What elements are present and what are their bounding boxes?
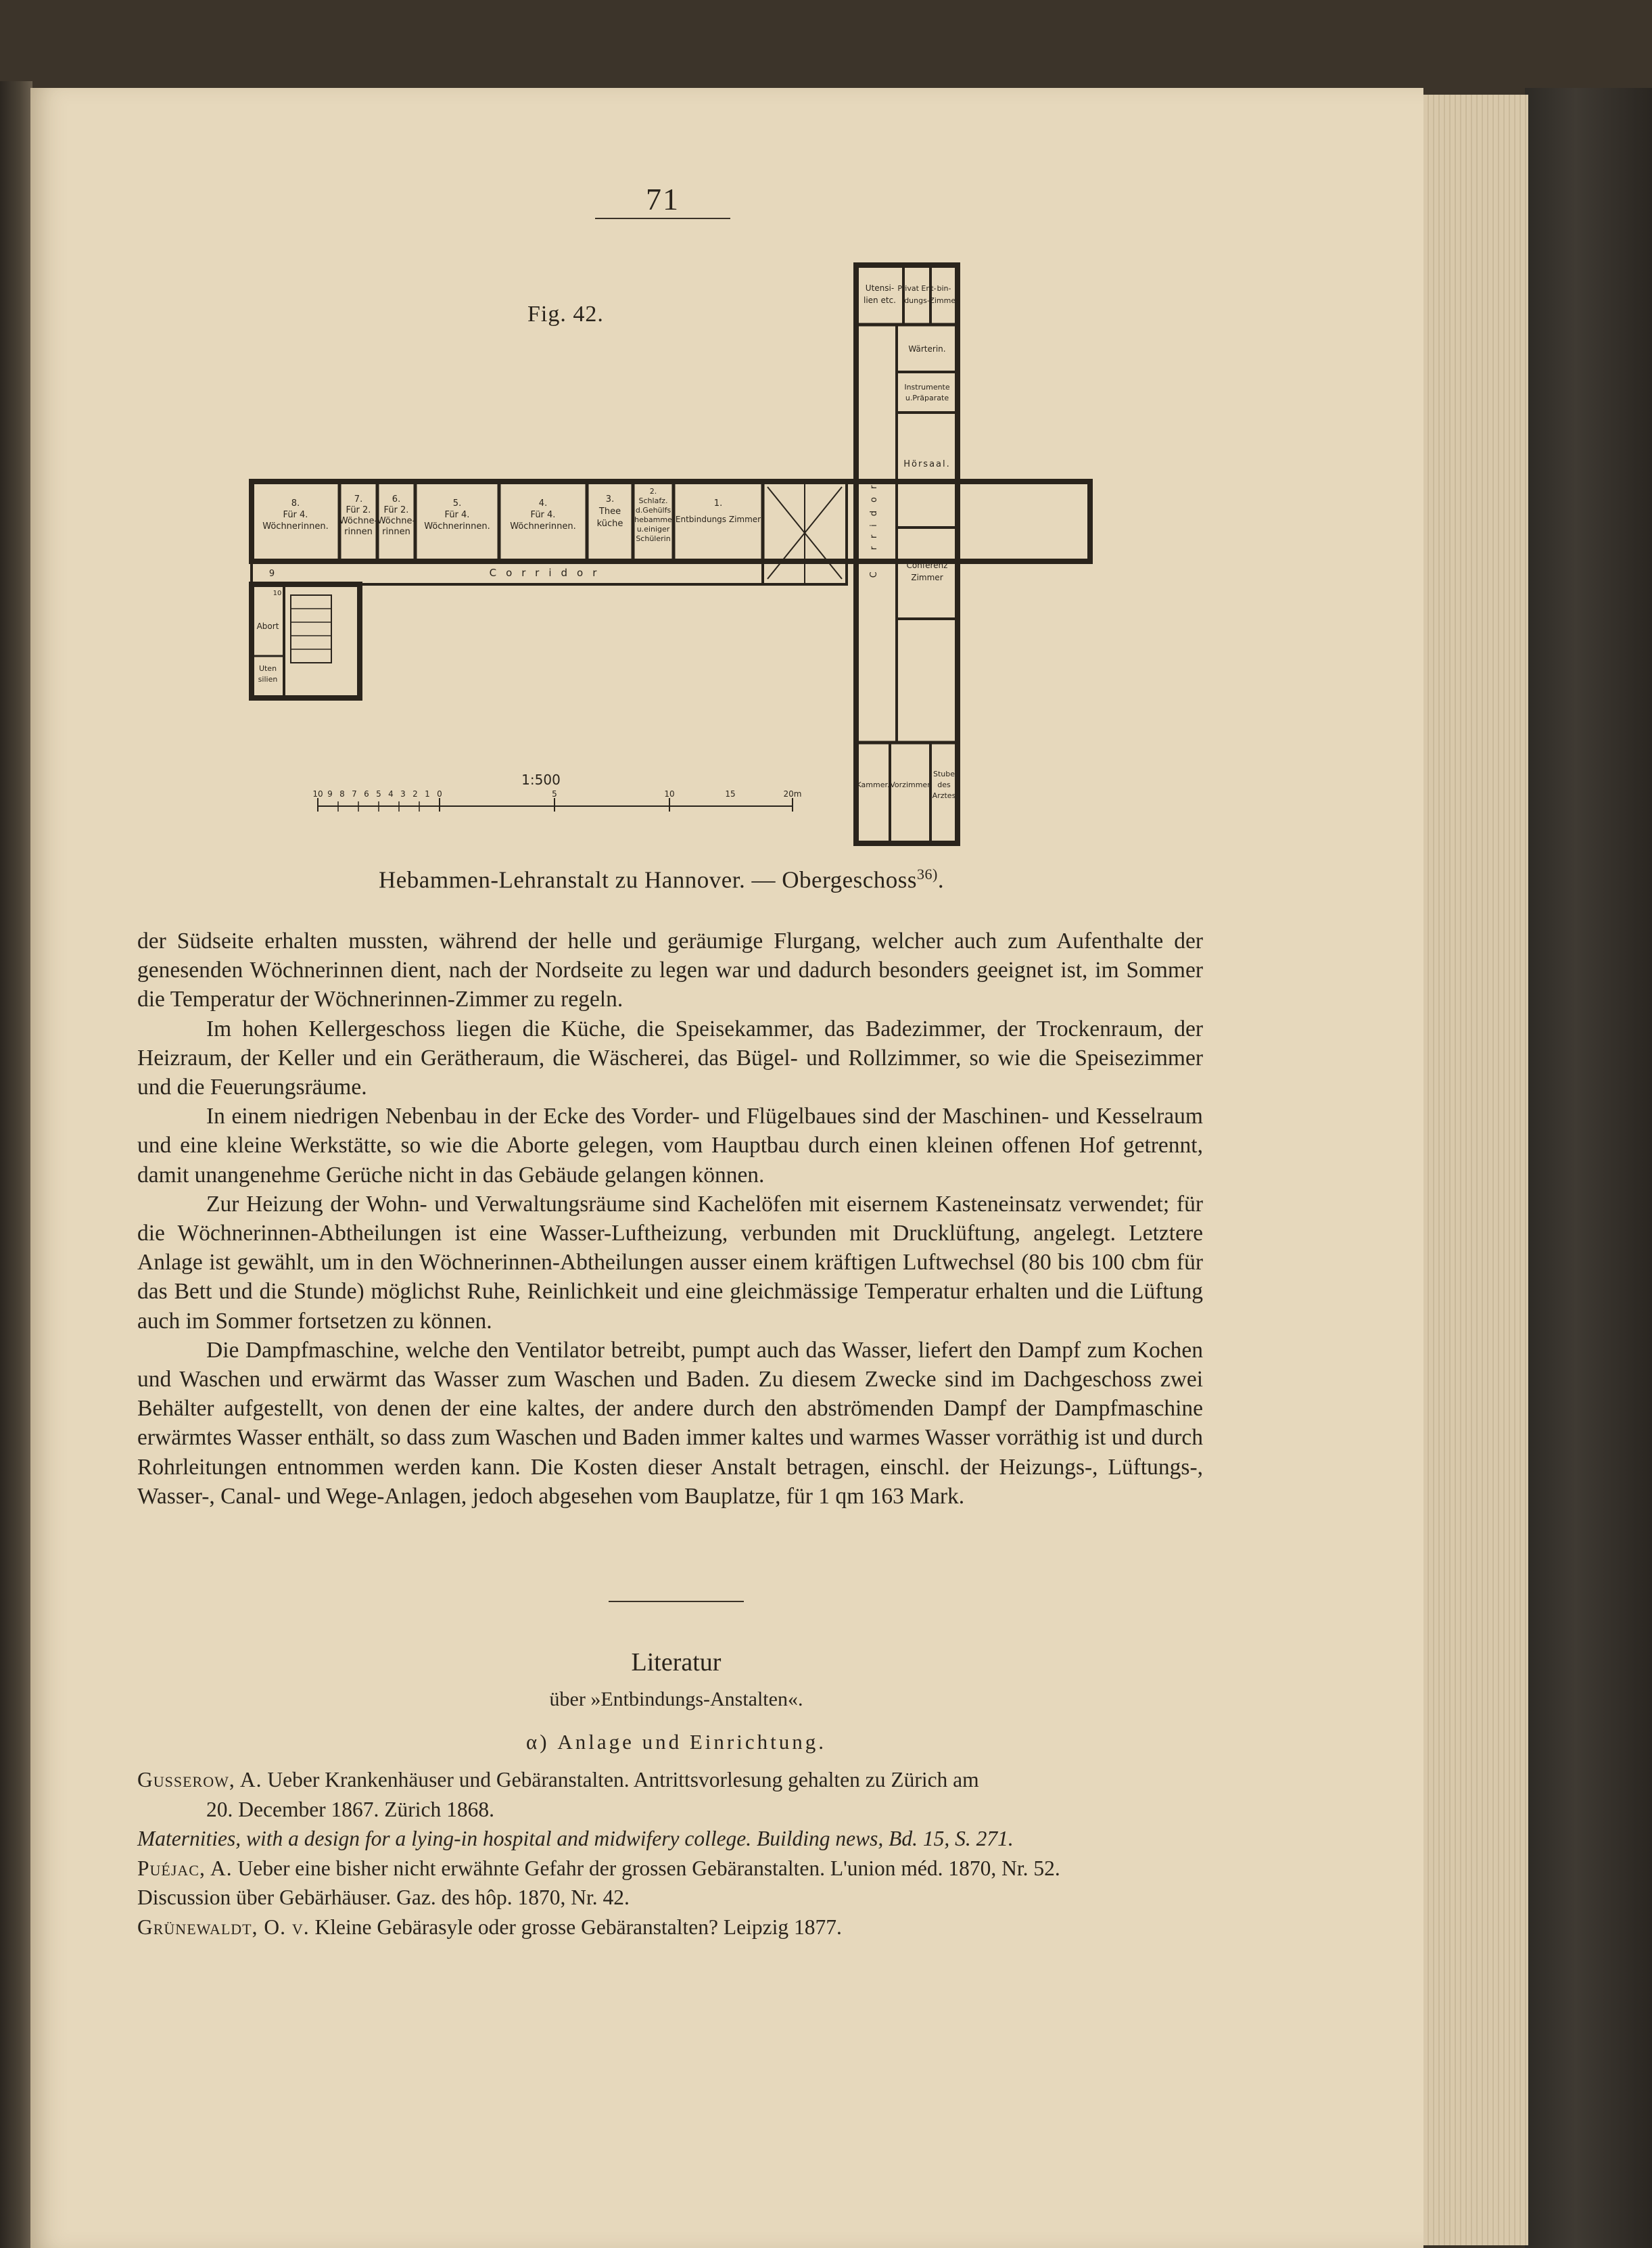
room-2-label3: hebamme (634, 515, 672, 524)
scale-tick-6: 6 (364, 789, 369, 799)
caption-footnote: 36) (917, 866, 938, 883)
stube-label3: Arztes (932, 791, 956, 800)
corridor-number-9: 9 (268, 569, 275, 579)
room-5-number: 5. (452, 498, 462, 509)
paragraph: Zur Heizung der Wohn- und Verwaltungsräume sind Kachelöfen mit eisernem Kasteneinsatz verwendet; für die Wöchnerinnen-Abtheilungen ist eine Wasser-Luftheizung, verbunden mit Drucklüftung, angelegt. Letztere Anlage ist gewählt, um in den Wöchnerinnen-Abtheilungen ausser einem kräftigen Luftwechsel (80 bis 100 cbm für das Bett und die Stunde) möglichst Ruhe, Reinlichkeit und eine gleichmässige Temperatur erhalten und die Lüftung auch im Sommer fortsetzen zu können. (137, 1191, 1203, 1334)
paragraph: der Südseite erhalten mussten, während der helle und geräumige Flurgang, welcher auch zum Aufenthalte der genesenden Wöchnerinnen dient, nach der Nordseite zu legen war und dadurch besonders geeignet ist, im Sommer die Temperatur der Wöchnerinnen-Zimmer zu regeln. (137, 929, 1203, 1012)
room-3-label1: Thee (598, 507, 621, 517)
caption-suffix: . (937, 866, 945, 893)
room-7-label2: Wöchne- (339, 516, 378, 526)
figure-label: Fig. 42. (527, 302, 604, 327)
room-1-number: 1. (713, 498, 723, 509)
page-edges (1413, 95, 1528, 2245)
reference-item (137, 1854, 1212, 1883)
reference-text: Ueber eine bisher nicht erwähnte Gefahr der grossen Gebäranstalten. L'union méd. 1870, Nr. 52. (237, 1856, 1060, 1880)
room-6-number: 6. (392, 494, 401, 505)
room-6-label2: Wöchne- (377, 516, 416, 526)
reference-item-continuation: 20. December 1867. Zürich 1868. (206, 1797, 495, 1821)
room-2-label2: d.Gehülfs (635, 506, 671, 515)
scale-tick-r20: 20m (783, 789, 802, 799)
binzimmer-label1: bin- (937, 284, 951, 293)
waerterin-label: Wärterin. (908, 344, 946, 354)
reference-author: Gusserow, A. (137, 1768, 262, 1792)
scale-tick-r15: 15 (725, 789, 736, 799)
room-2-label1: Schlafz. (638, 496, 668, 505)
scale-tick-1: 1 (425, 789, 430, 799)
figure-caption (379, 866, 987, 894)
scale-tick-5: 5 (376, 789, 381, 799)
paragraph: Im hohen Kellergeschoss liegen die Küche, die Speisekammer, das Badezimmer, der Trockenraum, der Heizraum, der Keller und ein Gerätheraum, die Wäscherei, das Bügel- und Rollzimmer, so wie die Speisezimmer und die Feuerungsräume. (137, 1016, 1203, 1100)
room-2-label4: u.einiger (636, 525, 670, 534)
body-text (137, 927, 1203, 1511)
binzimmer-label2: Zimmer (929, 296, 959, 305)
caption-text: Hebammen-Lehranstalt zu Hannover. — Obergeschoss (379, 866, 918, 893)
scale-tick-8: 8 (339, 789, 345, 799)
room-4-number: 4. (538, 498, 548, 509)
room-3-number: 3. (605, 494, 615, 505)
reference-author: Grünewaldt, O. v. (137, 1915, 310, 1939)
scale-tick-r10: 10 (664, 789, 675, 799)
page-number: 71 (646, 182, 680, 216)
stube-label1: Stube (933, 770, 955, 778)
literature-heading: Literatur (631, 1648, 722, 1677)
room-6-label3: rinnen (382, 527, 410, 537)
room-6-label1: Für 2. (383, 505, 409, 515)
room-5-label2: Wöchnerinnen. (424, 521, 490, 532)
paragraph: In einem niedrigen Nebenbau in der Ecke des Vorder- und Flügelbaues sind der Maschinen- und Kesselraum und eine kleine Werkstätte, so wie die Aborte gelegen, vom Hauptbau durch einen kleinen offenen Hof getrennt, damit unangenehme Gerüche nicht in das Gebäude gelangen können. (137, 1104, 1203, 1188)
room-8-label1: Für 4. (283, 510, 308, 520)
scale-tick-10: 10 (312, 789, 323, 799)
reference-author: Puéjac, A. (137, 1856, 233, 1880)
small-number-10: 10 (273, 590, 282, 597)
section-separator (609, 1601, 744, 1602)
utensilien-label2: lien etc. (864, 296, 896, 305)
reference-text: Kleine Gebärasyle oder grosse Gebäranstalten? Leipzig 1877. (314, 1915, 842, 1939)
kammer-label: Kammer. (856, 780, 890, 789)
hoersaal-label: Hörsaal. (903, 459, 951, 469)
scale-tick-4: 4 (388, 789, 394, 799)
privat-label2: dungs- (904, 296, 930, 305)
literature-subheading: über »Entbindungs-Anstalten«. (549, 1688, 803, 1710)
uten-label1: Uten (258, 664, 277, 673)
room-5-label1: Für 4. (444, 510, 470, 520)
privat-label1: Privat Ent- (897, 284, 937, 293)
scale-tick-3: 3 (400, 789, 406, 799)
page-number-rule (595, 218, 730, 219)
room-7-label1: Für 2. (346, 505, 371, 515)
conferenz-label1: Conferenz (906, 561, 948, 570)
scale-tick-r5: 5 (552, 789, 557, 799)
scale-tick-7: 7 (352, 789, 357, 799)
room-2-label5: Schülerin (636, 534, 671, 543)
scale-tick-0: 0 (437, 789, 442, 799)
room-8-label2: Wöchnerinnen. (262, 521, 329, 532)
scale-bar (312, 772, 801, 812)
room-4-label1: Für 4. (530, 510, 556, 520)
scale-label: 1:500 (521, 772, 561, 788)
uten-label2: silien (258, 675, 278, 684)
reference-list (137, 1765, 1212, 1942)
reference-text: Ueber Krankenhäuser und Gebäranstalten. Antrittsvorlesung gehalten zu Zürich am (267, 1768, 979, 1792)
scale-tick-9: 9 (327, 789, 333, 799)
literature-section: α) Anlage und Einrichtung. (526, 1730, 826, 1754)
vertical-corridor-label: Corridor (869, 477, 879, 578)
abort-label: Abort (256, 622, 279, 631)
room-3-label2: küche (596, 519, 623, 529)
instrumente-label2: u.Präparate (905, 394, 949, 402)
corridor-label: Corridor (489, 567, 607, 579)
book-spine (0, 81, 32, 2248)
binding-top (0, 0, 1652, 101)
reference-item: Maternities, with a design for a lying-in hospital and midwifery college. Building news, Bd. 15, S. 271. (137, 1827, 1014, 1850)
room-1-label1: Entbindungs Zimmer (675, 515, 761, 524)
room-7-number: 7. (354, 494, 363, 505)
book-cover-edge (1525, 88, 1652, 2248)
conferenz-label2: Zimmer (911, 573, 943, 582)
paragraph: Die Dampfmaschine, welche den Ventilator betreibt, pumpt auch das Wasser, liefert den Dampf zum Kochen und Waschen und erwärmt das Wasser zum Waschen und Baden. Zu diesem Zwecke sind im Dachgeschoss zwei Behälter aufgestellt, von denen der eine kaltes, der andere durch den abströmenden Dampf der Dampfmaschine erwärmtes Wasser enthält, so dass zum Waschen und Baden immer kaltes und warmes Wasser vorräthig ist und durch Rohrleitungen entnommen werden kann. Die Kosten dieser Anstalt betragen, einschl. der Heizungs-, Lüftungs-, Wasser-, Canal- und Wege-Anlagen, jedoch abgesehen vom Bauplatze, für 1 qm 163 Mark. (137, 1337, 1203, 1509)
stube-label2: des (937, 780, 951, 789)
scale-tick-2: 2 (412, 789, 418, 799)
utensilien-label1: Utensi- (865, 283, 895, 293)
reference-item (137, 1765, 1212, 1795)
instrumente-label1: Instrumente (904, 383, 950, 392)
reference-item (137, 1913, 1212, 1942)
room-8-number: 8. (291, 498, 300, 509)
reference-item: Discussion über Gebärhäuser. Gaz. des hôp. 1870, Nr. 42. (137, 1886, 630, 1909)
vorzimmer-label: Vorzimmer (890, 780, 930, 789)
room-7-label3: rinnen (344, 527, 373, 537)
room-2-number: 2. (649, 487, 657, 496)
room-4-label2: Wöchnerinnen. (510, 521, 576, 532)
floor-plan (243, 257, 1095, 866)
